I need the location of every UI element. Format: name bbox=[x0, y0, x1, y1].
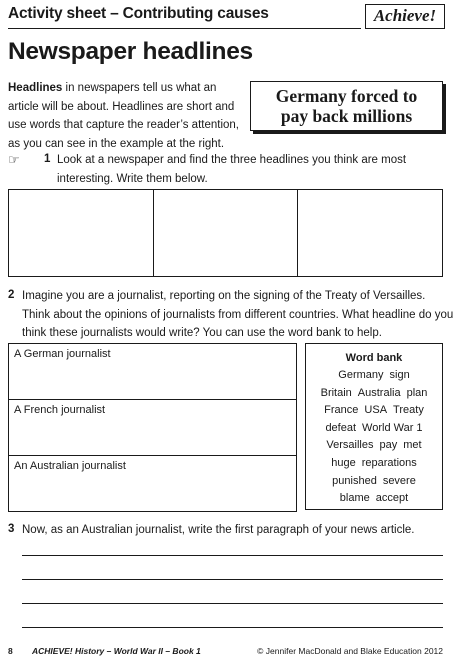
question-1-number: 1 bbox=[44, 153, 51, 165]
journalist-label: A French journalist bbox=[14, 404, 106, 416]
headline-answer-box[interactable] bbox=[154, 190, 299, 276]
word-bank-title: Word bank bbox=[345, 352, 403, 364]
page-title: Newspaper headlines bbox=[8, 38, 253, 65]
intro-paragraph bbox=[8, 79, 248, 153]
word-bank-word: Germany bbox=[338, 369, 384, 381]
headline-answer-boxes bbox=[8, 189, 443, 277]
writing-line[interactable] bbox=[22, 579, 443, 580]
question-1-line: Look at a newspaper and find the three headlines you think are most bbox=[57, 154, 407, 166]
question-3-number: 3 bbox=[8, 523, 15, 535]
question-1-line: interesting. Write them below. bbox=[57, 172, 208, 185]
word-bank-line bbox=[306, 490, 442, 508]
brand-logo: Achieve! bbox=[365, 4, 445, 29]
word-bank-word: severe bbox=[382, 474, 416, 487]
example-headline bbox=[250, 81, 443, 131]
word-bank-word: pay bbox=[379, 439, 398, 452]
writing-line[interactable] bbox=[22, 603, 443, 604]
word-bank-word: USA bbox=[364, 404, 388, 417]
question-2-line: think these journalists would write? You can use the word bank to help. bbox=[22, 327, 382, 339]
word-bank-word: plan bbox=[406, 386, 428, 399]
writing-line[interactable] bbox=[22, 627, 443, 628]
pointing-hand-icon: ☞ bbox=[8, 152, 20, 167]
page-number: 8 bbox=[8, 646, 13, 656]
word-bank-word: huge bbox=[331, 456, 356, 469]
journalist-headline-table bbox=[8, 343, 297, 512]
question-2-text bbox=[22, 287, 453, 343]
word-bank-word: accept bbox=[375, 492, 409, 505]
journalist-answer-box[interactable] bbox=[9, 400, 296, 456]
question-2-line: Imagine you are a journalist, reporting on the signing of the Treaty of Versailles. bbox=[22, 290, 426, 302]
word-bank-word: Versailles bbox=[326, 439, 374, 452]
intro-text: in newspapers tell us what an article will be about. Headlines are short and use words that capture the reader’s attention, as you can see in the example at the right. bbox=[8, 82, 239, 150]
word-bank-word: Britain bbox=[320, 386, 352, 399]
word-bank-line bbox=[306, 455, 442, 473]
word-bank-word: met bbox=[403, 439, 422, 452]
word-bank-word: reparations bbox=[361, 456, 417, 469]
word-bank-line bbox=[306, 437, 442, 455]
word-bank-word: blame bbox=[339, 492, 370, 505]
word-bank-word: France bbox=[324, 404, 359, 417]
question-2-line: Think about the opinions of journalists from different countries. What headline do you bbox=[22, 308, 454, 321]
headline-answer-box[interactable] bbox=[298, 190, 442, 276]
book-title: ACHIEVE! History – World War II – Book 1 bbox=[32, 646, 201, 656]
writing-line[interactable] bbox=[22, 555, 443, 556]
journalist-label: An Australian journalist bbox=[14, 460, 126, 472]
word-bank-line bbox=[306, 367, 442, 385]
word-bank-word: defeat bbox=[325, 421, 357, 434]
word-bank-line bbox=[306, 402, 442, 420]
example-headline-line: Germany forced to bbox=[275, 86, 418, 106]
word-bank-word: World War 1 bbox=[362, 421, 423, 434]
journalist-answer-box[interactable] bbox=[9, 456, 296, 511]
example-headline-line: pay back millions bbox=[280, 106, 413, 126]
journalist-label: A German journalist bbox=[14, 348, 111, 360]
word-bank-line bbox=[306, 473, 442, 491]
header-rule bbox=[8, 28, 361, 29]
word-bank-word: sign bbox=[389, 369, 410, 381]
journalist-answer-box[interactable] bbox=[9, 344, 296, 400]
copyright: © Jennifer MacDonald and Blake Education 2012 bbox=[257, 646, 443, 656]
word-bank-line bbox=[306, 420, 442, 438]
sheet-label: Activity sheet – Contributing causes bbox=[8, 5, 269, 22]
headline-answer-box[interactable] bbox=[9, 190, 154, 276]
word-bank-line bbox=[306, 385, 442, 403]
word-bank-word: Australia bbox=[357, 386, 401, 399]
word-bank bbox=[305, 343, 443, 510]
word-bank-word: punished bbox=[332, 474, 377, 487]
word-bank-word: Treaty bbox=[393, 404, 424, 417]
question-3-text: Now, as an Australian journalist, write the first paragraph of your news article. bbox=[22, 524, 415, 536]
question-1-text bbox=[57, 151, 406, 188]
question-2-number: 2 bbox=[8, 289, 15, 301]
intro-bold-word: Headlines bbox=[8, 82, 63, 94]
